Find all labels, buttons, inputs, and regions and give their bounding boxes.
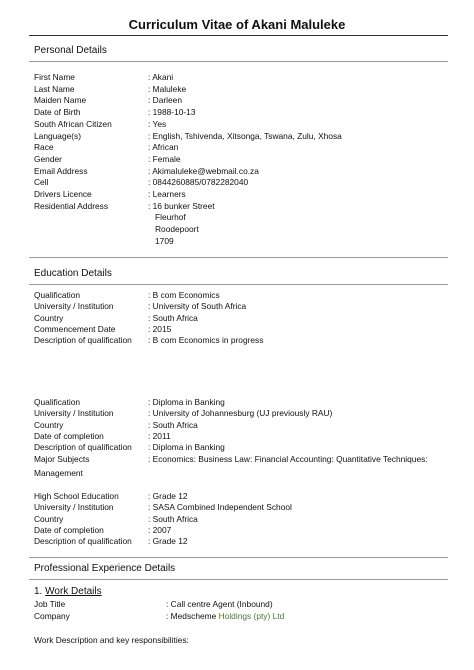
experience-rule (29, 579, 448, 580)
detail-label: Qualification (34, 397, 81, 407)
detail-value: : Akimaluleke@webmail.co.za (148, 165, 259, 176)
detail-row (34, 312, 446, 324)
detail-row (34, 396, 446, 408)
detail-label: Maiden Name (34, 95, 87, 106)
education-top-rule (29, 257, 448, 258)
detail-row (34, 289, 446, 301)
detail-value: : University of Johannesburg (UJ previously RAU) (148, 408, 333, 419)
detail-label: Email Address (34, 165, 88, 176)
experience-heading: Professional Experience Details (34, 563, 176, 574)
detail-label: Major Subjects (34, 453, 90, 464)
company-value (166, 610, 284, 622)
detail-value: : 2007 (148, 524, 172, 535)
detail-value: : Yes (148, 118, 167, 129)
detail-value: : South Africa (148, 312, 198, 323)
title-rule (29, 35, 448, 36)
detail-label: Date of completion (34, 430, 104, 441)
detail-row (34, 141, 446, 153)
detail-row (34, 419, 446, 431)
detail-value: : English, Tshivenda, Xitsonga, Tswana, Zulu, Xhosa (148, 130, 342, 141)
detail-value: : 2015 (148, 323, 172, 334)
detail-label: Country (34, 312, 64, 323)
detail-row (34, 94, 446, 106)
detail-row (34, 334, 446, 346)
detail-label: Date of Birth (34, 107, 81, 118)
detail-label: Commencement Date (34, 323, 116, 334)
detail-value: : Maluleke (148, 83, 187, 94)
detail-row (34, 524, 446, 536)
detail-label: Language(s) (34, 130, 82, 141)
detail-row (34, 513, 446, 525)
experience-top-rule (29, 557, 448, 558)
detail-row (34, 300, 446, 312)
detail-value: : Female (148, 153, 181, 164)
detail-row (34, 453, 446, 465)
detail-label: Last Name (34, 83, 75, 94)
detail-row (34, 200, 446, 212)
work-details-title (34, 586, 102, 597)
personal-details-rule (29, 61, 448, 62)
detail-label: Description of qualification (34, 536, 132, 547)
company-suffix: Holdings (pty) Ltd (218, 611, 285, 621)
detail-label: South African Citizen (34, 118, 112, 129)
detail-label: Residential Address (34, 200, 109, 211)
detail-value: : Grade 12 (148, 536, 188, 547)
detail-label: Cell (34, 177, 49, 188)
detail-row (34, 535, 446, 547)
detail-value: : 2011 (148, 430, 171, 441)
detail-value: : Darleen (148, 95, 182, 106)
detail-row (34, 176, 446, 188)
company-prefix: : Medscheme (166, 611, 219, 621)
detail-label: University / Institution (34, 502, 114, 513)
detail-label: Gender (34, 153, 62, 164)
major-subjects-wrap: Management (34, 468, 83, 478)
job-title-label: Job Title (34, 599, 66, 609)
detail-row (34, 153, 446, 165)
detail-label: Country (34, 513, 64, 524)
work-details-label: Work Details (45, 586, 102, 597)
detail-value: : Akani (148, 72, 174, 82)
detail-label: High School Education (34, 491, 119, 501)
detail-row (34, 83, 446, 95)
detail-label: Date of completion (34, 524, 104, 535)
detail-row (34, 130, 446, 142)
company-label: Company (34, 611, 70, 621)
address-line: 1709 (155, 235, 174, 246)
job-title-value: : Call centre Agent (Inbound) (166, 599, 273, 609)
detail-label: University / Institution (34, 408, 114, 419)
detail-row (34, 165, 446, 177)
detail-label: Description of qualification (34, 442, 132, 453)
detail-row (34, 323, 446, 335)
responsibilities-label: Work Description and key responsibilities: (34, 635, 189, 645)
detail-value: : Economics: Business Law: Financial Accounting: Quantitative Techniques: (148, 453, 428, 464)
detail-value: : University of South Africa (148, 301, 247, 312)
detail-value: : Grade 12 (148, 491, 188, 501)
detail-row (34, 118, 446, 130)
detail-value: : B com Economics (148, 290, 220, 300)
education-details-rule (29, 284, 448, 285)
detail-label: Race (34, 142, 54, 153)
work-number: 1. (34, 586, 43, 597)
detail-value: : 1988-10-13 (148, 107, 196, 118)
detail-value: : South Africa (148, 419, 198, 430)
detail-label: Drivers Licence (34, 189, 92, 199)
detail-row (34, 71, 446, 83)
education-details-heading: Education Details (34, 268, 112, 279)
detail-row (34, 441, 446, 453)
detail-row (34, 188, 446, 200)
detail-label: Description of qualification (34, 335, 132, 346)
detail-row (34, 430, 446, 442)
address-line: Roodepoort (155, 224, 199, 235)
detail-value: : African (148, 142, 179, 153)
company-row (34, 610, 446, 622)
detail-value: : Diploma in Banking (148, 397, 225, 407)
document-title: Curriculum Vitae of Akani Maluleke (128, 17, 346, 32)
detail-label: Country (34, 419, 64, 430)
detail-label: University / Institution (34, 301, 114, 312)
detail-value: : Diploma in Banking (148, 442, 225, 453)
detail-row (34, 490, 446, 502)
responsibilities-row (34, 634, 446, 646)
address-line: Fleurhof (155, 212, 186, 223)
detail-label: Qualification (34, 290, 81, 300)
detail-row (34, 501, 446, 513)
detail-value: : South Africa (148, 513, 198, 524)
detail-value: : Learners (148, 189, 186, 199)
detail-row (34, 407, 446, 419)
detail-label: First Name (34, 72, 75, 82)
job-title-row (34, 598, 446, 610)
personal-details-heading: Personal Details (34, 45, 107, 56)
detail-value: : B com Economics in progress (148, 335, 264, 346)
detail-value: : 16 bunker Street (148, 200, 215, 211)
detail-value: : 0844260885/0782282040 (148, 177, 249, 188)
detail-value: : SASA Combined Independent School (148, 502, 292, 513)
detail-row (34, 106, 446, 118)
